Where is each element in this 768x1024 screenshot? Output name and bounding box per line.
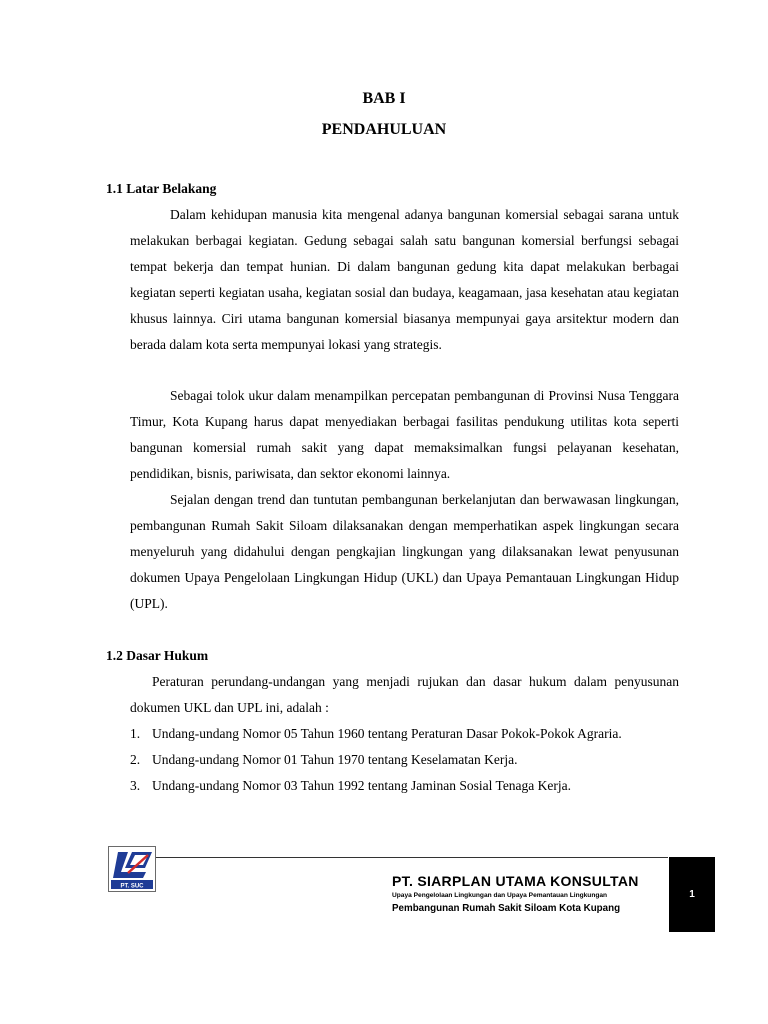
- list-item: [130, 747, 679, 773]
- paragraph: [130, 669, 679, 721]
- list-text: Undang-undang Nomor 03 Tahun 1992 tentang Jaminan Sosial Tenaga Kerja.: [152, 778, 572, 793]
- project-title: Pembangunan Rumah Sakit Siloam Kota Kupang: [392, 903, 621, 914]
- list-item: [130, 773, 679, 799]
- chapter-title: PENDAHULUAN: [321, 121, 447, 138]
- company-name: PT. SIARPLAN UTAMA KONSULTAN: [392, 873, 639, 889]
- paragraph: [130, 487, 679, 617]
- list-text: Undang-undang Nomor 01 Tahun 1970 tentang Keselamatan Kerja.: [152, 752, 518, 767]
- list-text: Undang-undang Nomor 05 Tahun 1960 tentang Peraturan Dasar Pokok-Pokok Agraria.: [152, 726, 622, 741]
- paragraph-text: Peraturan perundang-undangan yang menjadi rujukan dan dasar hukum dalam penyusunan dokumen UKL dan UPL ini, adalah :: [130, 674, 679, 715]
- list-number: 1.: [130, 726, 141, 741]
- paragraph: [130, 202, 679, 358]
- company-logo-icon: [108, 846, 156, 892]
- section-heading-latar-belakang: 1.1 Latar Belakang: [106, 181, 217, 196]
- section-heading-dasar-hukum: 1.2 Dasar Hukum: [106, 648, 209, 663]
- legal-basis-list: [130, 721, 679, 799]
- paragraph-text: Sebagai tolok ukur dalam menampilkan percepatan pembangunan di Provinsi Nusa Tenggara Timur, Kota Kupang harus dapat menyediakan berbagai fasilitas pendukung utilitas kota seperti bangunan komersial rumah sakit yang dapat memaksimalkan fungsi pelayanan kesehatan, pendidikan, bisnis, pariwisata, dan sektor ekonomi lainnya.: [130, 388, 679, 481]
- company-subtitle: Upaya Pengelolaan Lingkungan dan Upaya Pemantauan Lingkungan: [392, 892, 608, 899]
- paragraph-text: Sejalan dengan trend dan tuntutan pembangunan berkelanjutan dan berwawasan lingkungan, pembangunan Rumah Sakit Siloam dilaksanakan dengan memperhatikan aspek lingkungan secara menyeluruh yang didahului dengan pengkajian lingkungan yang dilaksanakan lewat penyusunan dokumen Upaya Pengelolaan Lingkungan Hidup (UKL) dan Upaya Pemantauan Lingkungan Hidup (UPL).: [130, 492, 679, 611]
- chapter-number: BAB I: [362, 90, 406, 107]
- list-item: [130, 721, 679, 747]
- page-number: 1: [689, 889, 695, 900]
- footer-rule: [108, 857, 668, 858]
- page-number-box: [669, 857, 715, 932]
- paragraph: [130, 383, 679, 487]
- list-number: 3.: [130, 778, 141, 793]
- logo-text: PT. SUC: [120, 883, 144, 890]
- paragraph-text: Dalam kehidupan manusia kita mengenal adanya bangunan komersial sebagai sarana untuk melakukan berbagai kegiatan. Gedung sebagai salah satu bangunan komersial berfungsi sebagai tempat bekerja dan tempat hunian. Di dalam bangunan gedung kita dapat melakukan berbagai kegiatan seperti kegiatan usaha, kegiatan sosial dan budaya, keagamaan, jasa kesehatan atau kegiatan khusus lainnya. Ciri utama bangunan komersial biasanya mempunyai gaya arsitektur modern dan berada dalam kota serta mempunyai lokasi yang strategis.: [130, 207, 679, 352]
- list-number: 2.: [130, 752, 141, 767]
